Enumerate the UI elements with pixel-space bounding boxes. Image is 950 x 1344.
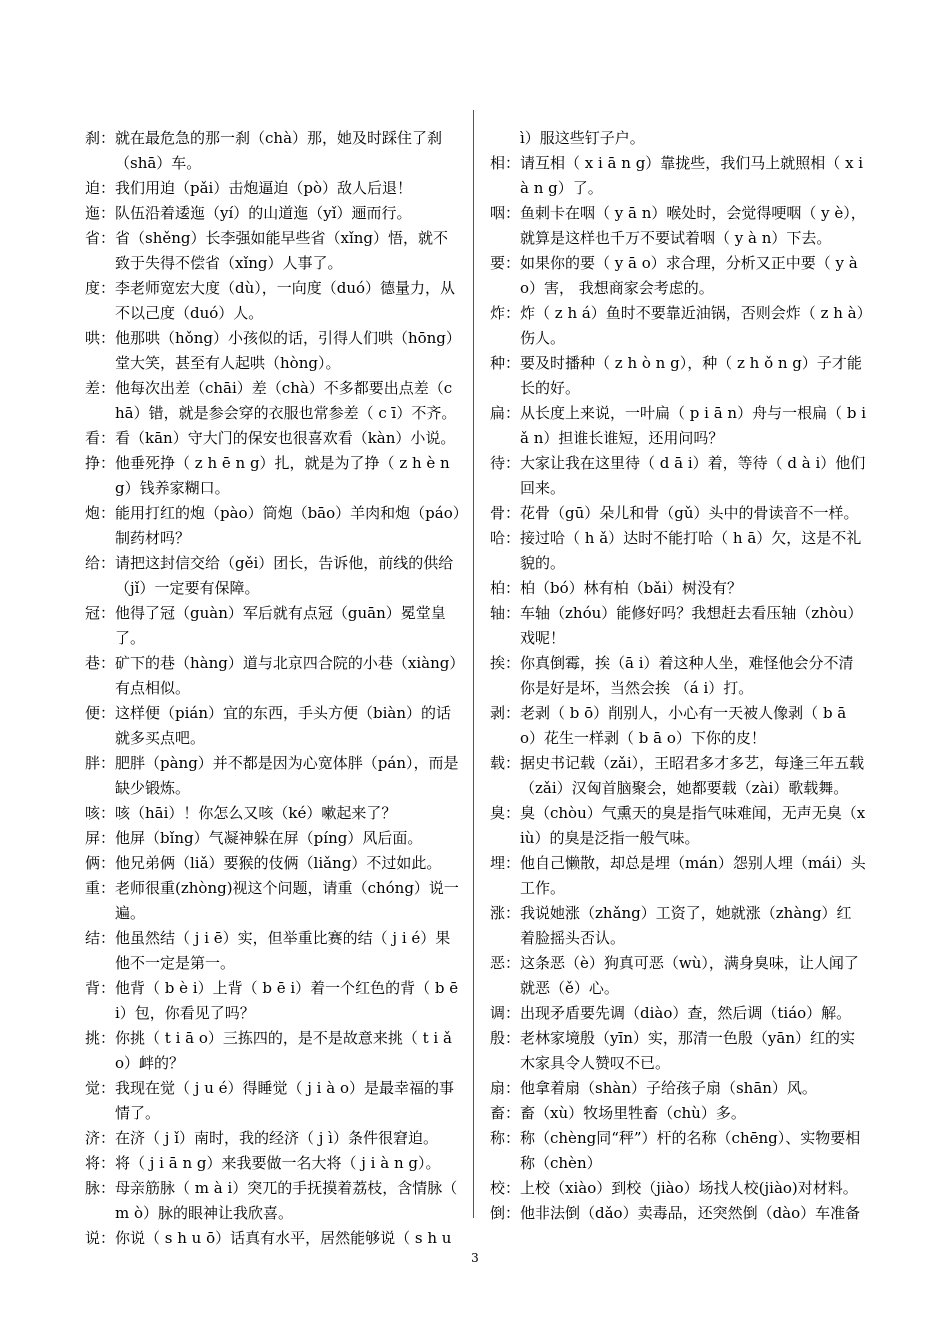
polyphone-entry: 相：请互相（ x i ā n g）靠拢些，我们马上就照相（ x i à n g）了。 [490, 154, 864, 197]
polyphone-entry: 迤：队伍沿着逶迤（yí）的山道迤（yǐ）逦而行。 [85, 204, 412, 222]
polyphone-entry: 哈：接过哈（ h ǎ）达时不能打哈（ h ā）欠，这是不礼貌的。 [490, 529, 862, 572]
polyphone-entry: 倒：他非法倒（dǎo）卖毒品，还突然倒（dào）车准备 [490, 1204, 861, 1222]
polyphone-entry: 挑：你挑（ t i ā o）三拣四的，是不是故意来挑（ t i ǎ o）衅的？ [85, 1029, 452, 1072]
polyphone-entry: 种：要及时播种（ z h ò n g），种（ z h ǒ n g）子才能长的好。 [490, 354, 862, 397]
polyphone-entry: 差：他每次出差（chāi）差（chà）不多都要出点差（chā）错，就是参会穿的衣服也常参差（ c ī）不齐。 [85, 379, 457, 422]
polyphone-entry: 给：请把这封信交给（gěi）团长，告诉他，前线的供给（jǐ）一定要有保障。 [85, 554, 454, 597]
polyphone-entry: 度：李老师宽宏大度（dù），一向度（duó）德量力，从不以己度（duó）人。 [85, 279, 456, 322]
polyphone-entry: 待：大家让我在这里待（ d ā i）着，等待（ d à i）他们回来。 [490, 454, 866, 497]
polyphone-entry: 剥：老剥（ b ō）削别人，小心有一天被人像剥（ b ā o）花生一样剥（ b ā o）下你的皮！ [490, 704, 847, 747]
polyphone-entry: 屏：他屏（bǐng）气凝神躲在屏（píng）风后面。 [85, 829, 423, 847]
right-column [490, 126, 866, 1226]
polyphone-entry: 畜：畜（xù）牧场里牲畜（chù）多。 [490, 1104, 746, 1122]
polyphone-entry: 迫：我们用迫（pǎi）击炮逼迫（pò）敌人后退！ [85, 179, 412, 197]
polyphone-entry: 载：据史书记载（zǎi），王昭君多才多艺，每逢三年五载（zǎi）汉匈首脑聚会，她都要载（zài）歌载舞。 [490, 754, 865, 797]
polyphone-entry: 扇：他拿着扇（shàn）子给孩子扇（shān）风。 [490, 1079, 817, 1097]
polyphone-entry: 看：看（kān）守大门的保安也很喜欢看（kàn）小说。 [85, 429, 456, 447]
polyphone-entry: 恶：这条恶（è）狗真可恶（wù），满身臭味，让人闻了就恶（ě）心。 [490, 954, 859, 997]
polyphone-entry: 背：他背（ b è i）上背（ b ē i）着一个红色的背（ b ē i）包，你看见了吗？ [85, 979, 459, 1022]
left-column [85, 126, 461, 1251]
polyphone-entry: 挣：他垂死挣（ z h ē n g）扎，就是为了挣（ z h è n g）钱养家糊口。 [85, 454, 450, 497]
page-number: 3 [471, 1251, 479, 1265]
polyphone-entry: 省：省（shěng）长李强如能早些省（xǐng）悟，就不致于失得不偿省（xǐng）人事了。 [85, 229, 449, 272]
polyphone-entry: 说：你说（ s h u ō）话真有水平，居然能够说（ s h u [85, 1229, 452, 1247]
polyphone-entry: 刹：就在最危急的那一刹（chà）那，她及时踩住了刹（shā）车。 [85, 129, 443, 172]
polyphone-entry: 俩：他兄弟俩（liǎ）要猴的伎俩（liǎng）不过如此。 [85, 854, 442, 872]
polyphone-entry: 炸：炸（ z h á）鱼时不要靠近油锅，否则会炸（ z h à）伤人。 [490, 304, 865, 347]
polyphone-entry: 涨：我说她涨（zhǎng）工资了，她就涨（zhàng）红着脸摇头否认。 [490, 904, 852, 947]
polyphone-entry: 校：上校（xiào）到校（jiào）场找人校(jiào)对材料。 [490, 1179, 858, 1197]
polyphone-entry: 要：如果你的要（ y ā o）求合理，分析又正中要（ y à o）害， 我想商家会考虑的。 [490, 254, 858, 297]
polyphone-entry: 便：这样便（pián）宜的东西，手头方便（biàn）的话就多买点吧。 [85, 704, 452, 747]
polyphone-entry: 调：出现矛盾要先调（diào）查，然后调（tiáo）解。 [490, 1004, 852, 1022]
polyphone-entry: 轴：车轴（zhóu）能修好吗？我想赶去看压轴（zhòu）戏呢！ [490, 604, 863, 647]
polyphone-entry: 哄：他那哄（hǒng）小孩似的话，引得人们哄（hōng）堂大笑，甚至有人起哄（hòng）。 [85, 329, 461, 372]
polyphone-entry: 胖：肥胖（pàng）并不都是因为心宽体胖（pán），而是缺少锻炼。 [85, 754, 459, 797]
polyphone-entry: 扁：从长度上来说，一叶扁（ p i ā n）舟与一根扁（ b i ǎ n）担谁长谁短，还用问吗？ [490, 404, 867, 447]
polyphone-entry: 咳：咳（hāi）！你怎么又咳（ké）嗽起来了？ [85, 804, 397, 822]
polyphone-entry: 称：称（chèng同“秤”）杆的名称（chēng）、实物要相称（chèn） [490, 1129, 861, 1172]
polyphone-entry: 冠：他得了冠（guàn）军后就有点冠（guān）冕堂皇了。 [85, 604, 446, 647]
polyphone-entry: 重：老师很重(zhòng)视这个问题，请重（chóng）说一遍。 [85, 879, 459, 922]
continuation-line: ì）服这些钉子户。 [520, 129, 645, 147]
polyphone-entry: 巷：矿下的巷（hàng）道与北京四合院的小巷（xiàng）有点相似。 [85, 654, 457, 697]
polyphone-entry: 脉：母亲筋脉（ m à i）突兀的手抚摸着荔枝，含情脉（ m ò）脉的眼神让我欣喜。 [85, 1179, 458, 1222]
polyphone-entry: 骨：花骨（gū）朵儿和骨（gǔ）头中的骨读音不一样。 [490, 504, 859, 522]
polyphone-entry: 臭：臭（chòu）气熏天的臭是指气味难闻，无声无臭（xiù）的臭是泛指一般气味。 [490, 804, 866, 847]
polyphone-entry: 柏：柏（bó）林有柏（bǎi）树没有？ [490, 579, 742, 597]
polyphone-entry: 结：他虽然结（ j i ē）实，但举重比赛的结（ j i é）果他不一定是第一。 [85, 929, 451, 972]
polyphone-entry: 将：将（ j i ā n g）来我要做一名大将（ j i à n g）。 [85, 1154, 441, 1172]
polyphone-entry: 埋：他自己懒散，却总是埋（mán）怨别人埋（mái）头工作。 [490, 854, 866, 897]
polyphone-entry: 殷：老林家境殷（yīn）实，那清一色殷（yān）红的实木家具令人赞叹不已。 [490, 1029, 856, 1072]
polyphone-entry: 咽：鱼刺卡在咽（ y ā n）喉处时，会觉得哽咽（ y è），就算是这样也千万不要试着咽（ y à n）下去。 [490, 204, 866, 247]
polyphone-entry: 觉：我现在觉（ j u é）得睡觉（ j i à o）是最幸福的事情了。 [85, 1079, 454, 1122]
column-divider [473, 110, 474, 1218]
polyphone-entry: 炮：能用打红的炮（pào）筒炮（bāo）羊肉和炮（páo）制药材吗？ [85, 504, 461, 547]
polyphone-entry: 济：在济（ j ǐ）南时，我的经济（ j ì）条件很窘迫。 [85, 1129, 438, 1147]
polyphone-entry: 挨：你真倒霉，挨（ā i）着这种人坐，难怪他会分不清你是好是坏，当然会挨 （á i）打。 [490, 654, 854, 697]
